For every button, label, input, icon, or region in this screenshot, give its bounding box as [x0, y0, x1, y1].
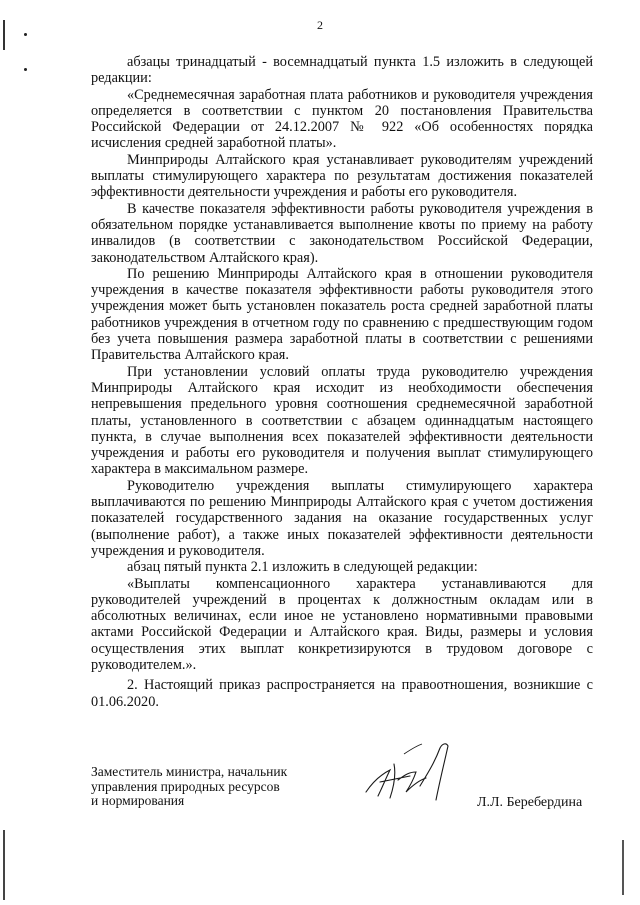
- paragraph: 2. Настоящий приказ распространяется на правоотношения, возникшие с 01.06.2020.: [91, 677, 593, 710]
- scan-edge-mark: [3, 830, 5, 900]
- paragraph: абзац пятый пункта 2.1 изложить в следующей редакции:: [127, 559, 478, 576]
- signer-position-line: управления природных ресурсов: [91, 778, 280, 794]
- paragraph: В качестве показателя эффективности работы руководителя учреждения в обязательном порядке устанавливается выполнение квоты по приему на работу инвалидов (в соответствии с законодательством Российской Федерации, законодательством Алтайского края).: [91, 200, 593, 266]
- signer-position-line: Заместитель министра, начальник: [91, 764, 288, 779]
- paragraph: При установлении условий оплаты труда руководителю учреждения Минприроды Алтайского края исходит из необходимости обеспечения непревышения предельного уровня соотношения среднемесячной заработной платы, установленного в соответствии с абзацем одиннадцатым настоящего пункта, в случае выполнения всех показателей эффективности деятельности учреждения и работы его руководителя и получения выплат стимулирующего характера в максимальном размере.: [91, 363, 593, 478]
- paragraph: «Среднемесячная заработная плата работников и руководителя учреждения определяется в соответствии с пунктом 20 постановления Правительства Российской Федерации от 24.12.2007 № 922 «Об особенностях порядка исчисления средней заработной платы».: [91, 86, 593, 152]
- paragraph: «Выплаты компенсационного характера устанавливаются для руководителей учреждений в процентах к должностным окладам или в абсолютных величинах, если иное не установлено нормативными правовыми актами Российской Федерации и Алтайского края. Виды, размеры и условия осуществления этих выплат конкретизируются в трудовом договоре с руководителем.».: [91, 575, 593, 673]
- scan-edge-mark: [622, 840, 624, 895]
- paragraph: Минприроды Алтайского края устанавливает руководителям учреждений выплаты стимулирующего характера по результатам достижения показателей эффективности деятельности учреждения и работы его руководителя.: [91, 151, 593, 201]
- scan-dot: [24, 68, 27, 71]
- paragraph: Руководителю учреждения выплаты стимулирующего характера выплачиваются по решению Минприроды Алтайского края с учетом достижения показателей государственного задания на оказание государственных услуг (выполнение работ), а также иных показателей эффективности деятельности учреждения и руководителя.: [91, 477, 593, 559]
- signer-position: [91, 765, 287, 809]
- page-number: 2: [317, 18, 323, 32]
- paragraph: абзацы тринадцатый - восемнадцатый пункта 1.5 изложить в следующей редакции:: [91, 54, 593, 87]
- signer-position-line: и нормирования: [91, 793, 185, 808]
- paragraph: По решению Минприроды Алтайского края в отношении руководителя учреждения в качестве показателя эффективности работы руководителя этого учреждения может быть установлен показатель роста средней заработной платы работников учреждения в отчетном году по сравнению с предшествующим годом без учета повышения размера заработной платы в соответствии с решениями Правительства Алтайского края.: [91, 265, 593, 364]
- scan-dot: [24, 33, 27, 36]
- document-body: [91, 54, 593, 710]
- signer-name: Л.Л. Беребердина: [477, 795, 583, 810]
- handwritten-signature: [360, 734, 460, 814]
